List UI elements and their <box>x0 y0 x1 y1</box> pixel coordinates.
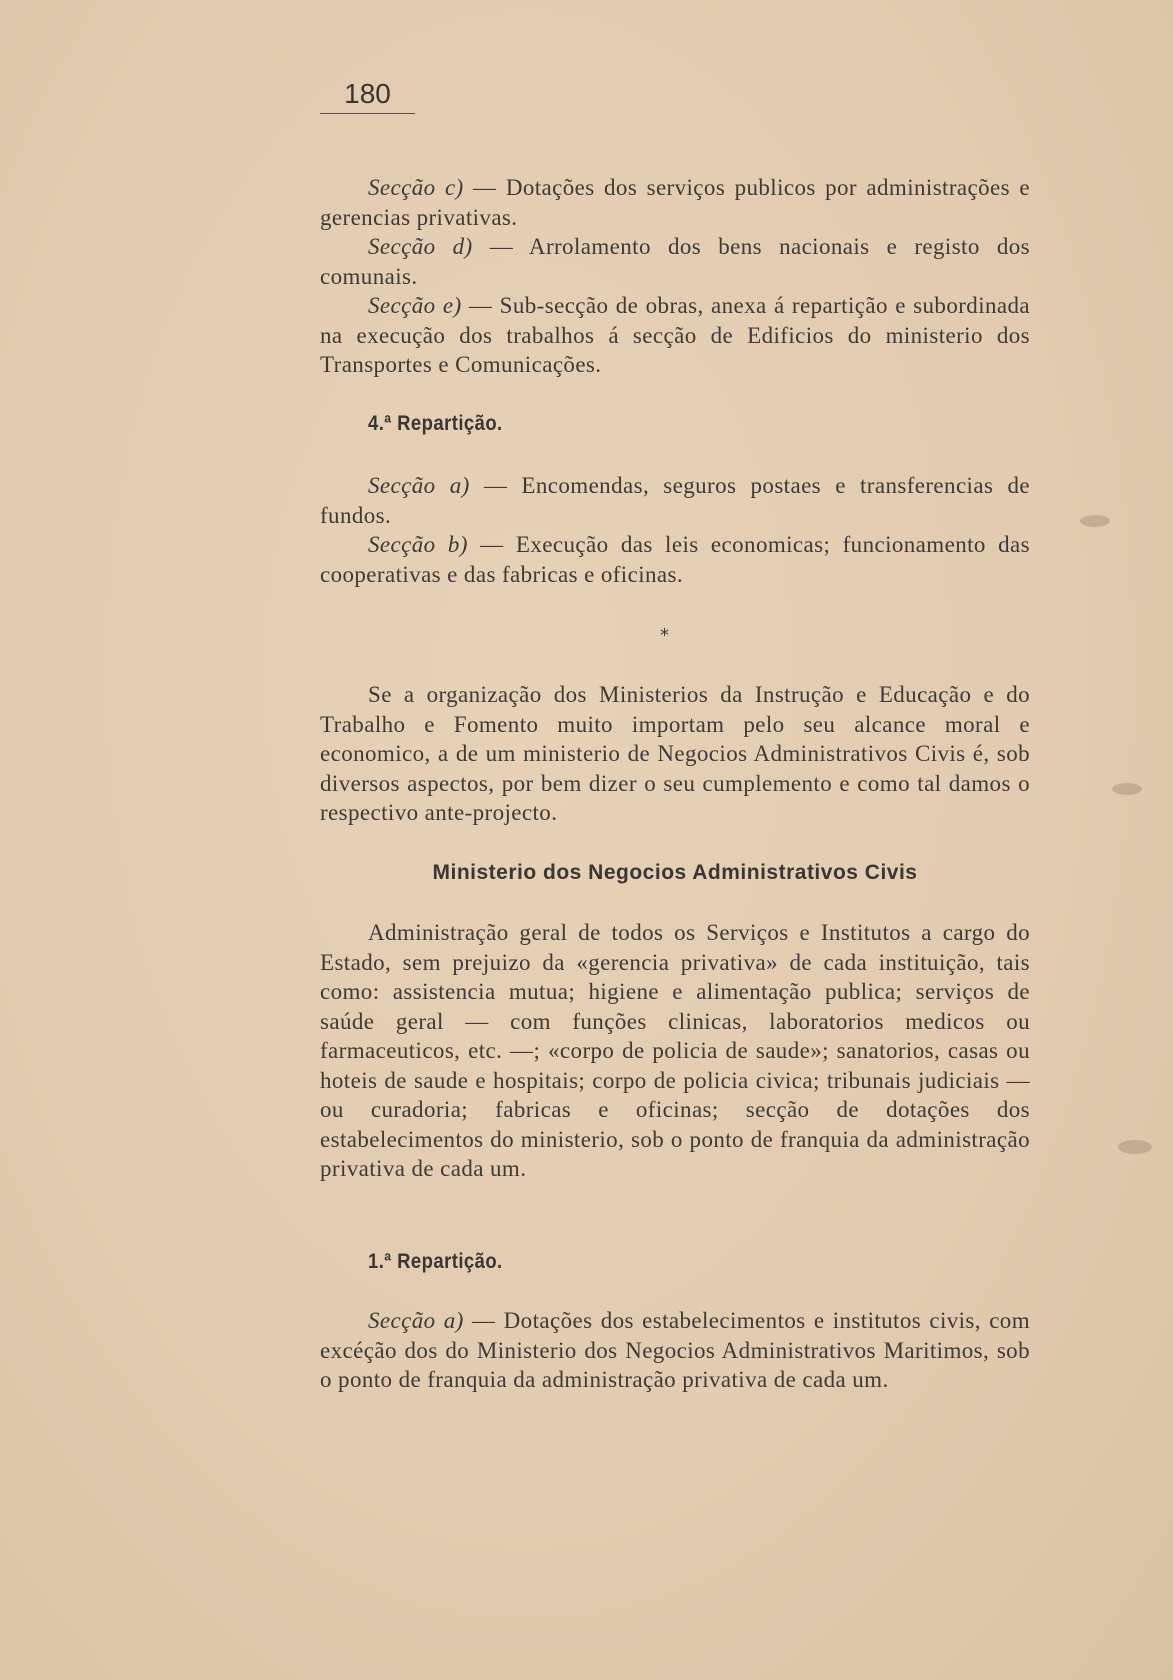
intro-paragraph-block <box>320 680 1030 828</box>
section-text: — Sub-secção de obras, anexa á repartição e subordinada na execução dos trabalhos á secção de Edificios do ministerio dos Transportes e Comunicações. <box>320 293 1031 377</box>
section-text: — Dotações dos estabelecimentos e institutos civis, com excéção dos do Ministerio dos Negocios Administrativos Maritimos, sob o ponto de franquia da administração privativa de cada um. <box>320 1308 1030 1392</box>
section-text: — Dotações dos serviços publicos por administrações e gerencias privativas. <box>320 175 1030 230</box>
page-stain <box>1118 1140 1152 1154</box>
section-text: — Encomendas, seguros postaes e transferencias de fundos. <box>320 473 1030 528</box>
ministry-paragraph-block <box>320 918 1030 1184</box>
section-text: — Arrolamento dos bens nacionais e registo dos comunais. <box>320 234 1030 289</box>
page-number: 180 <box>320 78 415 114</box>
section-entry <box>320 173 1030 232</box>
intro-paragraph: Se a organização dos Ministerios da Instrução e Educação e do Trabalho e Fomento muito importam pelo seu alcance moral e economico, a de um ministerio de Negocios Administrativos Civis é, sob diversos aspectos, por bem dizer o seu cumplemento e como tal damos o respectivo ante-projecto. <box>320 682 1030 825</box>
ministry-title: Ministerio dos Negocios Administrativos Civis <box>432 861 918 884</box>
page-stain <box>1080 515 1110 527</box>
section-entry <box>320 232 1030 291</box>
section-entry <box>320 1306 1030 1395</box>
section-label: Secção e) <box>368 293 462 318</box>
section-list-4a-repartição <box>320 471 1030 589</box>
section-entry <box>320 291 1030 380</box>
heading-1a-repartição: 1.ª Repartição. <box>368 1250 503 1273</box>
section-label: Secção a) <box>368 473 470 498</box>
section-text: — Execução das leis economicas; funcionamento das cooperativas e das fabricas e oficinas. <box>320 532 1030 587</box>
section-entry <box>320 471 1030 530</box>
section-label: Secção b) <box>368 532 468 557</box>
section-label: Secção c) <box>368 175 464 200</box>
section-list-1a-repartição <box>320 1306 1030 1395</box>
section-label: Secção d) <box>368 234 473 259</box>
section-label: Secção a) <box>368 1308 464 1333</box>
section-entry <box>320 530 1030 589</box>
ministry-paragraph: Administração geral de todos os Serviços e Institutos a cargo do Estado, sem prejuizo da «gerencia privativa» de cada instituição, tais como: assistencia mutua; higiene e alimentação publica; serviços de saúde geral — com funções clinicas, laboratorios medicos ou farmaceuticos, etc. —; «corpo de policia de saude»; sanatorios, casas ou hoteis de saude e hospitais; corpo de policia civica; tribunais judiciais — ou curadoria; fabricas e oficinas; secção de dotações dos estabelecimentos do ministerio, sob o ponto de franquia da administração privativa de cada um. <box>320 920 1030 1181</box>
page-stain <box>1112 783 1142 795</box>
separator-asterisk: * <box>660 625 669 646</box>
section-list-3a-repartição <box>320 173 1030 380</box>
heading-4a-repartição: 4.ª Repartição. <box>368 412 503 435</box>
